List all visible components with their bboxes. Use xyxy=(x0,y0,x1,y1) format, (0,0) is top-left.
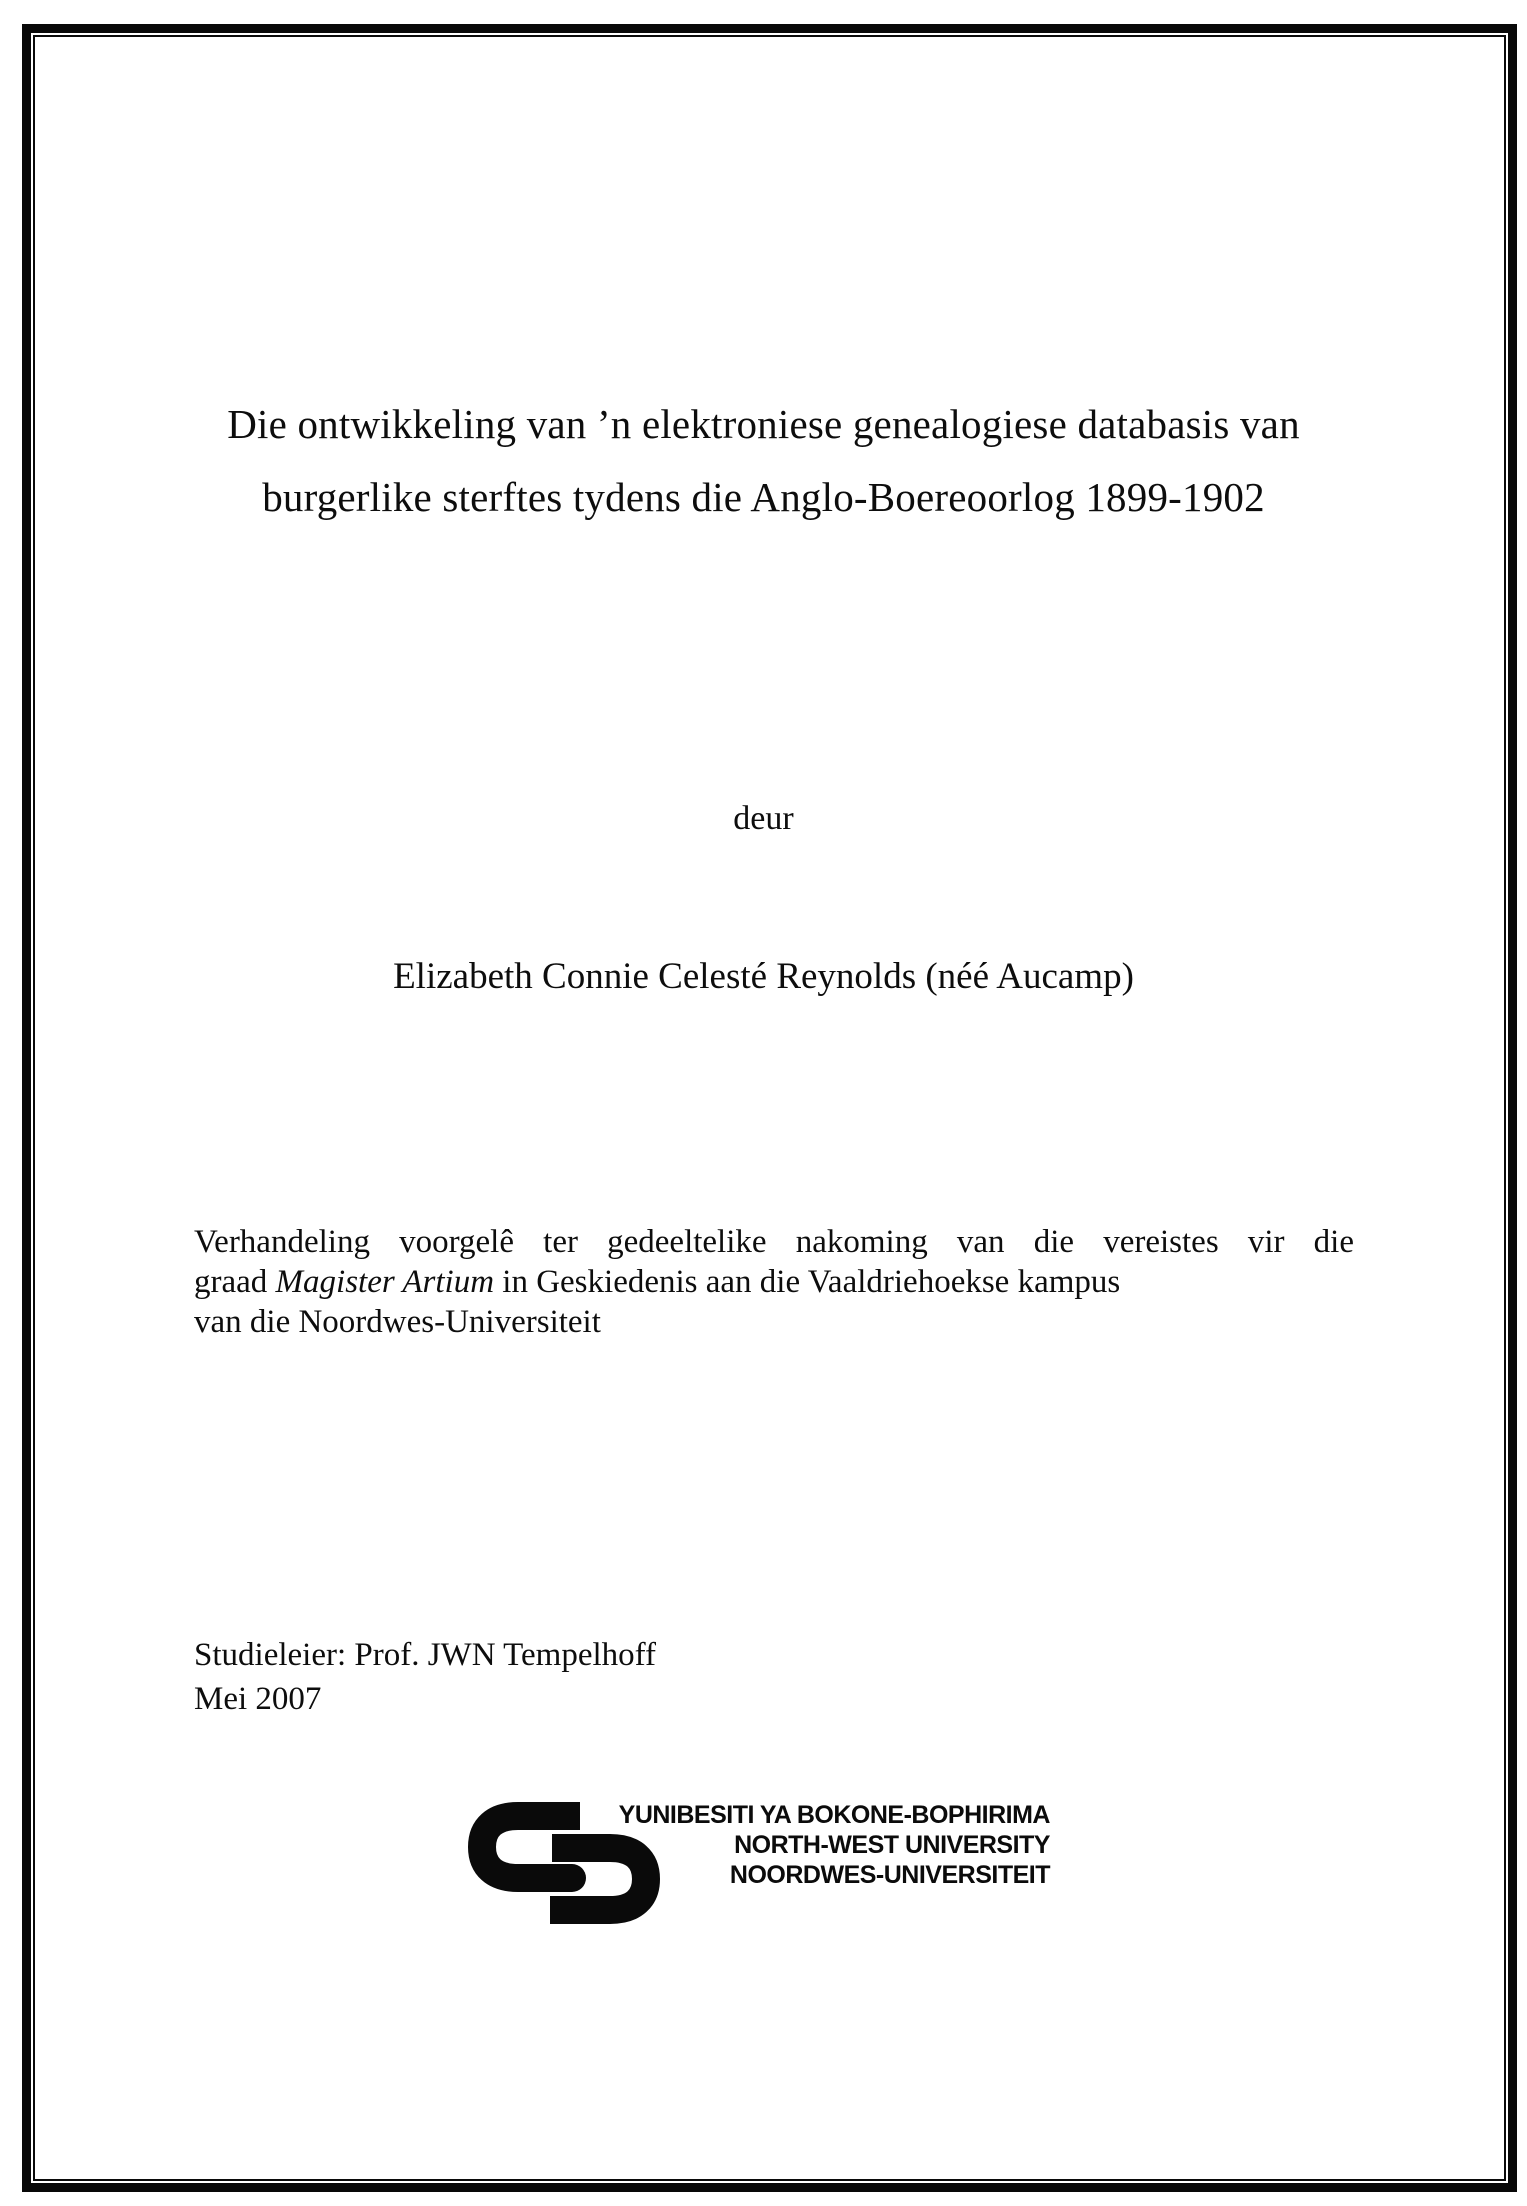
thesis-title xyxy=(90,388,1437,534)
date-line: Mei 2007 xyxy=(194,1681,322,1717)
thesis-title-line2: burgerlike sterftes tydens die Anglo-Boereoorlog 1899-1902 xyxy=(262,474,1265,520)
university-logo-text xyxy=(400,1800,1050,1890)
university-name-setswana: YUNIBESITI YA BOKONE-BOPHIRIMA xyxy=(618,1801,1050,1829)
degree-statement-line2-post: in Geskiedenis aan die Vaaldriehoekse kampus xyxy=(494,1264,1121,1300)
degree-statement-line1: Verhandeling voorgelê ter gedeeltelike nakoming van die vereistes vir die xyxy=(194,1224,1354,1260)
supervisor-and-date xyxy=(194,1633,656,1721)
degree-statement xyxy=(194,1222,1354,1342)
degree-statement-line2 xyxy=(194,1262,1354,1302)
university-name-english: NORTH-WEST UNIVERSITY xyxy=(734,1831,1050,1859)
degree-name-italic: Magister Artium xyxy=(275,1264,495,1300)
degree-statement-line3: van die Noordwes-Universiteit xyxy=(194,1304,601,1340)
author-name: Elizabeth Connie Celesté Reynolds (néé Aucamp) xyxy=(393,956,1134,997)
supervisor-line: Studieleier: Prof. JWN Tempelhoff xyxy=(194,1637,657,1673)
thesis-title-line1: Die ontwikkeling van ’n elektroniese genealogiese databasis van xyxy=(227,401,1300,447)
university-name-afrikaans: NOORDWES-UNIVERSITEIT xyxy=(729,1861,1050,1889)
byline-deur: deur xyxy=(733,800,794,837)
degree-statement-line2-pre: graad xyxy=(194,1264,276,1300)
